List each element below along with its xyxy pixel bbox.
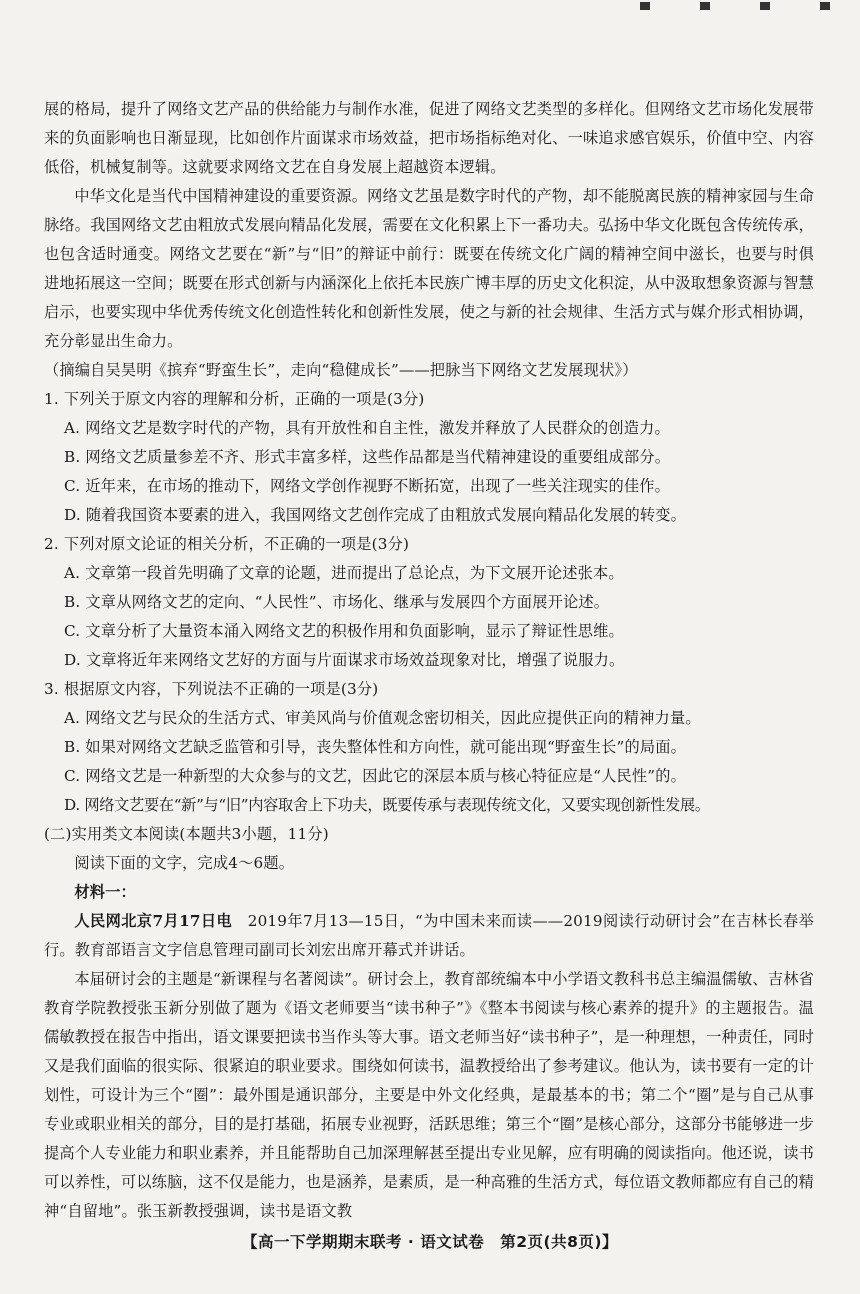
scan-edge-marks: [0, 0, 860, 14]
option-c: C. 网络文艺是一种新型的大众参与的文艺，因此它的深层本质与核心特征应是“人民性”的。: [64, 767, 686, 785]
question-stem: 2. 下列对原文论证的相关分析，不正确的一项是(3分): [44, 535, 410, 553]
news-dateline: 人民网北京7月17日电: [74, 912, 233, 930]
question-1: [44, 385, 814, 530]
material-label: 材料一：: [74, 883, 136, 901]
question-stem: 3. 根据原文内容，下列说法不正确的一项是(3分): [44, 680, 379, 698]
option-c: C. 近年来，在市场的推动下，网络文学创作视野不断拓宽，出现了一些关注现实的佳作。: [64, 477, 671, 495]
exam-page-body: [44, 95, 814, 1226]
option-d: D. 随着我国资本要素的进入，我国网络文艺创作完成了由粗放式发展向精品化发展的转变。: [64, 506, 687, 524]
option-a: A. 网络文艺是数字时代的产物，具有开放性和自主性，激发并释放了人民群众的创造力。: [64, 419, 670, 437]
option-a: A. 网络文艺与民众的生活方式、审美风尚与价值观念密切相关，因此应提供正向的精神力量。: [64, 709, 701, 727]
section-heading: (二)实用类文本阅读(本题共3小题，11分): [44, 825, 329, 843]
option-d: D. 网络文艺要在“新”与“旧”内容取舍上下功夫，既要传承与表现传统文化，又要实现创新性发展。: [64, 796, 710, 814]
question-3: [44, 675, 814, 820]
option-c: C. 文章分析了大量资本涌入网络文艺的积极作用和负面影响，显示了辩证性思维。: [64, 622, 624, 640]
news-paragraph: 本届研讨会的主题是“新课程与名著阅读”。研讨会上，教育部统编本中小学语文教科书总主编温儒敏、吉林省教育学院教授张玉新分别做了题为《语文老师要当“读书种子”》《整本书阅读与核心素养的提升》的主题报告。温儒敏教授在报告中指出，语文课要把读书当作头等大事。语文老师当好“读书种子”，是一种理想，一种责任，同时又是我们面临的很实际、很紧迫的职业要求。围绕如何读书，温教授给出了参考建议。他认为，读书要有一定的计划性，可设计为三个“圈”：最外围是通识部分，主要是中外文化经典，是最基本的书；第二个“圈”是与自己从事专业或职业相关的部分，目的是打基础，拓展专业视野，活跃思维；第三个“圈”是核心部分，这部分书能够进一步提高个人专业能力和职业素养，并且能帮助自己加深理解甚至提出专业见解，应有明确的阅读指向。他还说，读书可以养性，可以练脑，这不仅是能力，也是涵养，是素质，是一种高雅的生活方式，每位语文教师都应有自己的精神“自留地”。张玉新教授强调，读书是语文教: [44, 970, 814, 1220]
option-b: B. 文章从网络文艺的定向、“人民性”、市场化、继承与发展四个方面展开论述。: [64, 593, 610, 611]
passage-paragraph: 展的格局，提升了网络文艺产品的供给能力与制作水准，促进了网络文艺类型的多样化。但网络文艺市场化发展带来的负面影响也日渐显现，比如创作片面谋求市场效益，把市场指标绝对化、一味追求感官娱乐，价值中空、内容低俗，机械复制等。这就要求网络文艺在自身发展上超越资本逻辑。: [44, 100, 814, 176]
news-lead-text: 2019年7月13—15日，“为中国未来而读——2019阅读行动研讨会”在吉林长春举行。教育部语言文字信息管理司副司长刘宏出席开幕式并讲话。: [44, 912, 814, 959]
option-d: D. 文章将近年来网络文艺好的方面与片面谋求市场效益现象对比，增强了说服力。: [64, 651, 625, 669]
source-citation: （摘编自吴昊明《摈弃“野蛮生长”，走向“稳健成长”——把脉当下网络文艺发展现状》）: [44, 361, 638, 379]
news-paragraph: [44, 907, 814, 965]
passage-paragraph: 中华文化是当代中国精神建设的重要资源。网络文艺虽是数字时代的产物，却不能脱离民族的精神家园与生命脉络。我国网络文艺由粗放式发展向精品化发展，需要在文化积累上下一番功夫。弘扬中华文化既包含传统传承，也包含适时通变。网络文艺要在“新”与“旧”的辩证中前行：既要在传统文化广阔的精神空间中滋长，也要与时俱进地拓展这一空间；既要在形式创新与内涵深化上依托本民族广博丰厚的历史文化积淀，从中汲取想象资源与智慧启示，也要实现中华优秀传统文化创造性转化和创新性发展，使之与新的社会规律、生活方式与媒介形式相协调，充分彰显出生命力。: [44, 187, 814, 350]
option-a: A. 文章第一段首先明确了文章的论题，进而提出了总论点，为下文展开论述张本。: [64, 564, 624, 582]
reading-instruction: 阅读下面的文字，完成4～6题。: [74, 854, 295, 872]
question-2: [44, 530, 814, 675]
page-footer: 【高一下学期期末联考 · 语文试卷 第2页(共8页)】: [242, 1233, 618, 1251]
option-b: B. 如果对网络文艺缺乏监管和引导，丧失整体性和方向性，就可能出现“野蛮生长”的局面。: [64, 738, 687, 756]
question-stem: 1. 下列关于原文内容的理解和分析，正确的一项是(3分): [44, 390, 425, 408]
option-b: B. 网络文艺质量参差不齐、形式丰富多样，这些作品都是当代精神建设的重要组成部分。: [64, 448, 671, 466]
